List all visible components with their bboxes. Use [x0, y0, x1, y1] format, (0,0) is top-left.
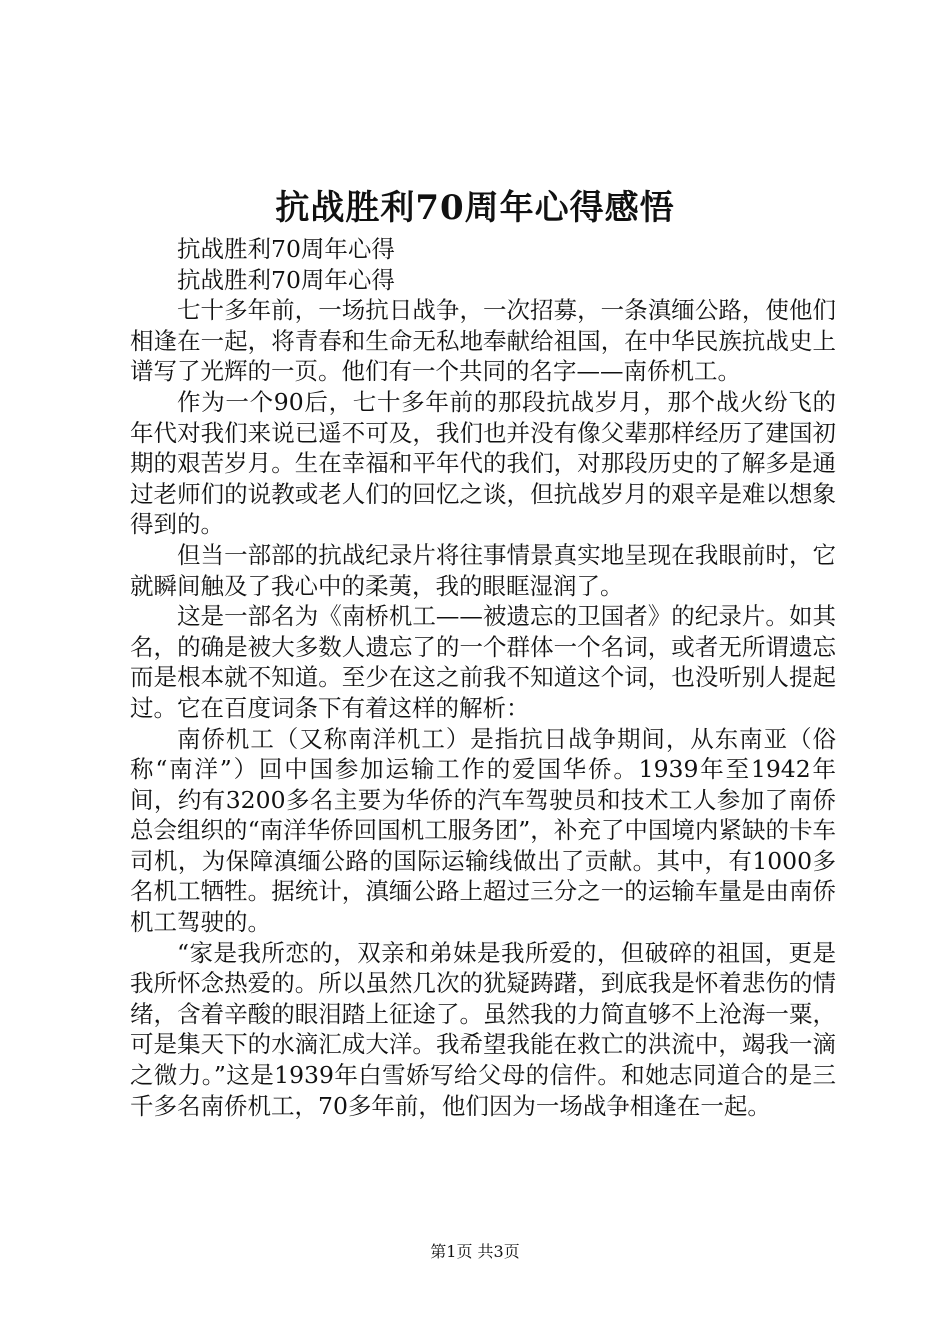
paragraph: “家是我所恋的，双亲和弟妹是我所爱的，但破碎的祖国，更是我所怀念热爱的。所以虽然几次的犹疑踌躇，到底我是怀着悲伤的情绪，含着辛酸的眼泪踏上征途了。虽然我的力简直够不上沧海一粟，可是集天下的水滴汇成大洋。我希望我能在救亡的洪流中，竭我一滴之微力。”这是1939年白雪娇写给父母的信件。和她志同道合的是三千多名南侨机工，70多年前，他们因为一场战争相逢在一起。 [130, 938, 836, 1120]
paragraph: 抗战胜利70周年心得 [177, 235, 395, 263]
paragraph: 作为一个90后，七十多年前的那段抗战岁月，那个战火纷飞的年代对我们来说已遥不可及，我们也并没有像父辈那样经历了建国初期的艰苦岁月。生在幸福和平年代的我们，对那段历史的了解多是通过老师们的说教或老人们的回忆之谈，但抗战岁月的艰辛是难以想象得到的。 [130, 387, 836, 539]
paragraph: 这是一部名为《南桥机工——被遗忘的卫国者》的纪录片。如其名，的确是被大多数人遗忘了的一个群体一个名词，或者无所谓遗忘而是根本就不知道。至少在这之前我不知道这个词，也没听别人提起过。它在百度词条下有着这样的解析： [130, 602, 836, 722]
page-number-footer: 第1页 共3页 [430, 1242, 520, 1261]
document-body [130, 234, 836, 1121]
paragraph: 南侨机工（又称南洋机工）是指抗日战争期间，从东南亚（俗称“南洋”）回中国参加运输工作的爱国华侨。1939年至1942年间，约有3200多名主要为华侨的汽车驾驶员和技术工人参加了南侨总会组织的“南洋华侨回国机工服务团”，补充了中国境内紧缺的卡车司机，为保障滇缅公路的国际运输线做出了贡献。其中，有1000多名机工牺牲。据统计，滇缅公路上超过三分之一的运输车量是由南侨机工驾驶的。 [130, 724, 836, 937]
paragraph: 但当一部部的抗战纪录片将往事情景真实地呈现在我眼前时，它就瞬间触及了我心中的柔荑，我的眼眶湿润了。 [130, 540, 836, 600]
paragraph: 七十多年前，一场抗日战争，一次招募，一条滇缅公路，使他们相逢在一起，将青春和生命无私地奉献给祖国，在中华民族抗战史上谱写了光辉的一页。他们有一个共同的名字——南侨机工。 [130, 296, 836, 386]
document-title: 抗战胜利70周年心得感悟 [275, 188, 675, 228]
paragraph: 抗战胜利70周年心得 [177, 265, 395, 294]
